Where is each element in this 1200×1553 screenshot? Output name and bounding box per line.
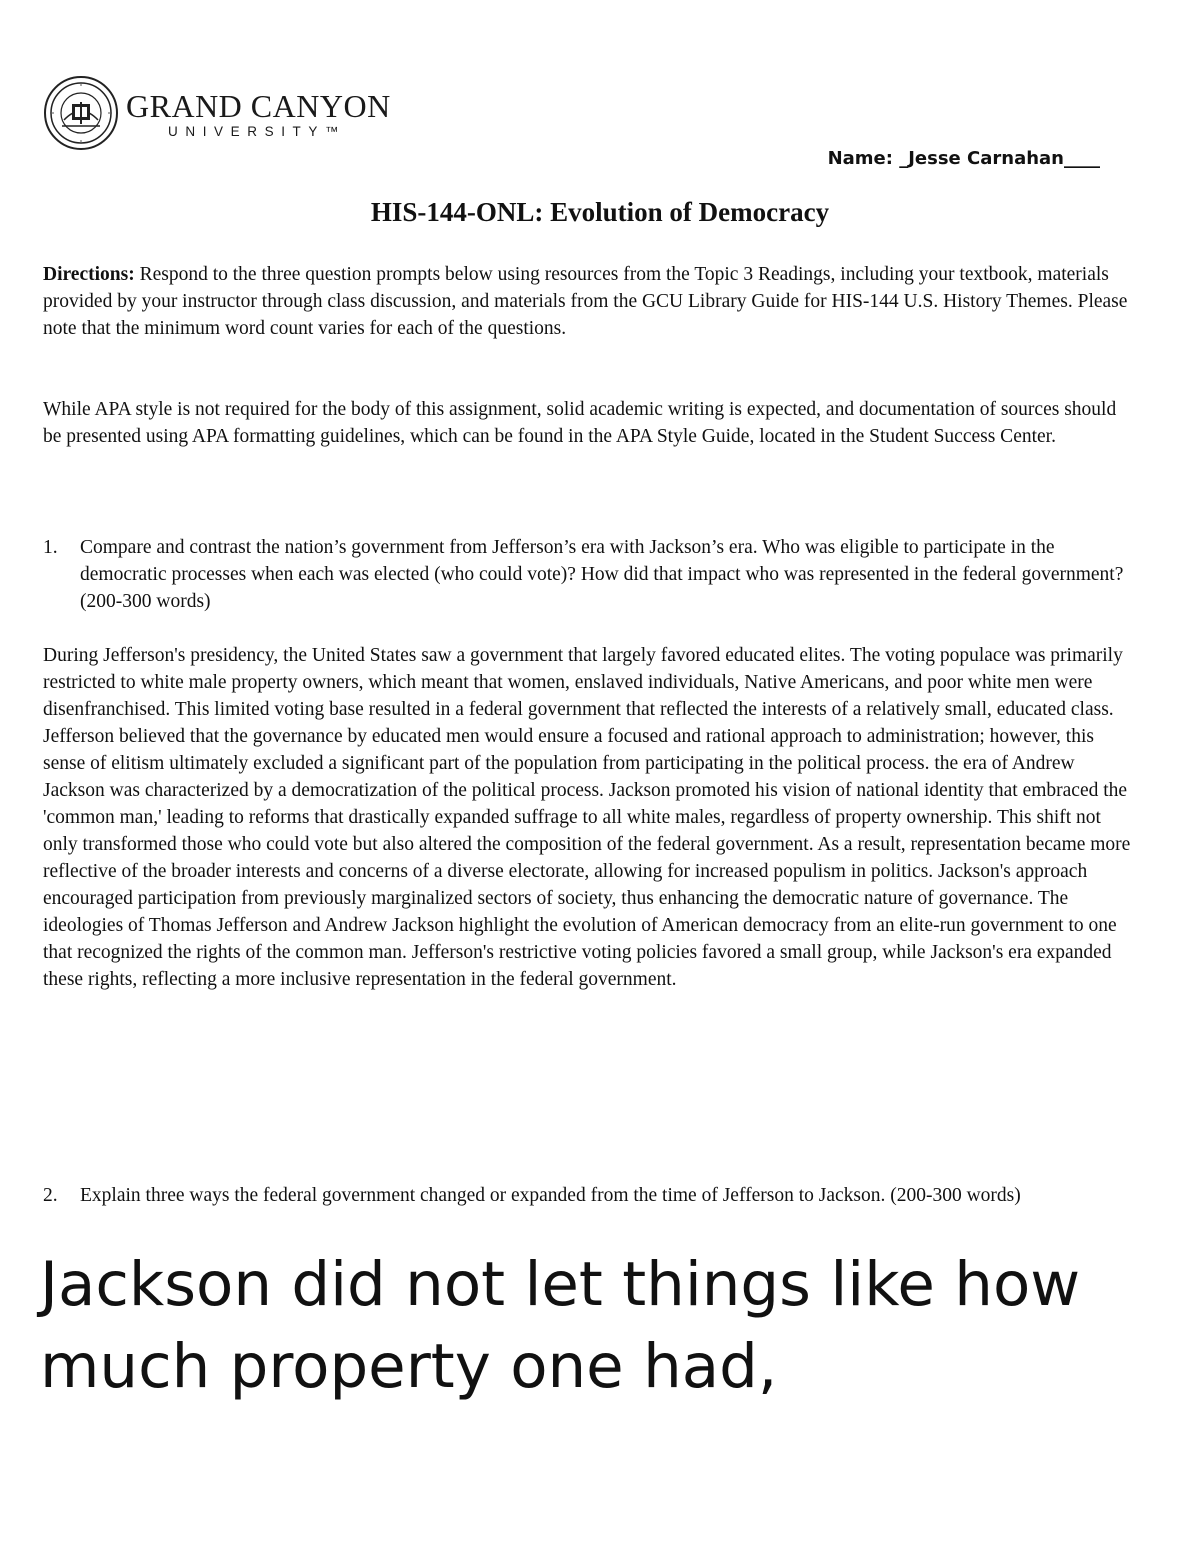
logo-subtitle: UNIVERSITY™ (168, 124, 347, 139)
question-number: 2. (43, 1185, 58, 1206)
answer-1 (43, 642, 1139, 993)
question-2 (43, 1182, 1139, 1209)
question-1 (43, 534, 1139, 615)
answer-text: During Jefferson's presidency, the United States saw a government that largely favored educated elites. The voting populace was primarily restricted to white male property owners, which meant that women, enslaved individuals, Native Americans, and poor white men were disenfranchised. This limited voting base resulted in a federal government that reflected the interests of a relatively small, educated class. Jefferson believed that the governance by educated men would ensure a focused and rational approach to administration; however, this sense of elitism ultimately excluded a significant part of the population from participating in the political process. the era of Andrew Jackson was characterized by a democratization of the political process. Jackson promoted his vision of national identity that embraced the 'common man,' leading to reforms that drastically expanded suffrage to all white males, regardless of property ownership. This shift not only transformed those who could vote but also altered the composition of the federal government. As a result, representation became more reflective of the broader interests and concerns of a diverse electorate, allowing for increased populism in politics. Jackson's approach encouraged participation from previously marginalized sectors of society, thus enhancing the democratic nature of governance. The ideologies of Thomas Jefferson and Andrew Jackson highlight the evolution of American democracy from an elite-run government to one that recognized the rights of the common man. Jefferson's restrictive voting policies favored a small group, while Jackson's era expanded these rights, reflecting a more inclusive representation in the federal government. (43, 645, 1131, 990)
question-number: 1. (43, 537, 58, 558)
directions-paragraph (43, 261, 1139, 342)
directions-label: Directions: (43, 264, 135, 285)
university-seal-icon (42, 74, 120, 152)
document-title: HIS-144-ONL: Evolution of Democracy (370, 197, 830, 227)
directions-text: Respond to the three question prompts below using resources from the Topic 3 Readings, including your textbook, materials provided by your instructor through class discussion, and materials from the GCU Library Guide for HIS-144 U.S. History Themes. Please note that the minimum word count varies for each of the questions. (43, 264, 1128, 339)
apa-note-text: While APA style is not required for the body of this assignment, solid academic writing is expected, and documentation of sources should be presented using APA formatting guidelines, which can be found in the APA Style Guide, located in the Student Success Center. (43, 399, 1117, 447)
logo-wordmark: GRAND CANYON (126, 88, 391, 124)
university-logo (42, 74, 392, 154)
question-prompt: Compare and contrast the nation’s government from Jefferson’s era with Jackson’s era. Who was eligible to participate in the democratic processes when each was elected (who could vote)? How did that impact who was represented in the federal government? (200-300 words) (80, 537, 1124, 612)
answer-2: Jackson did not let things like how much property one had, (40, 1249, 1081, 1402)
student-name: Name: _Jesse Carnahan____ (827, 148, 1100, 169)
question-prompt: Explain three ways the federal government changed or expanded from the time of Jefferson to Jackson. (200-300 words) (80, 1185, 1021, 1206)
apa-note-paragraph (43, 396, 1139, 450)
